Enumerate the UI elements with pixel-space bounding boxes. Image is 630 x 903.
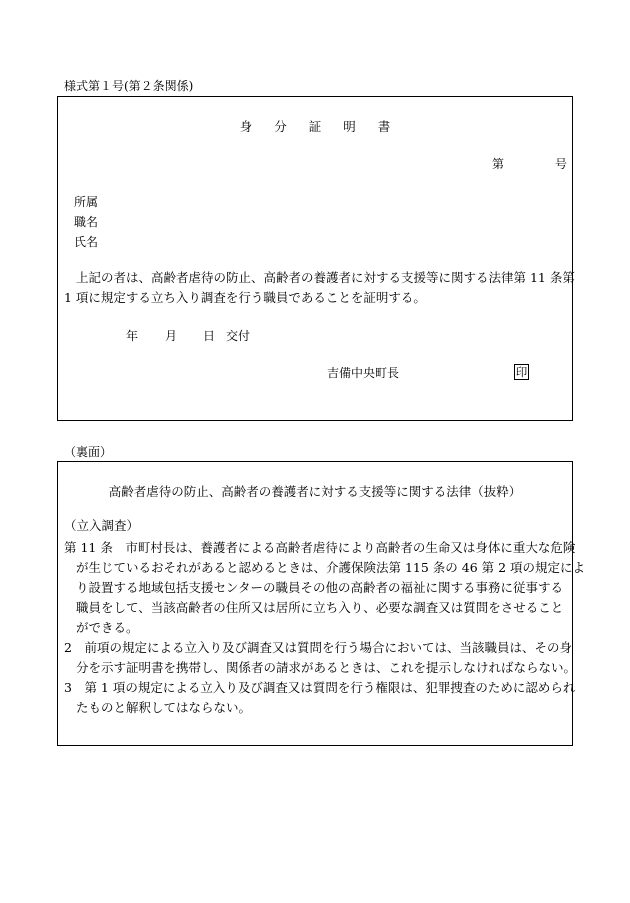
- form-label: 様式第１号(第２条関係): [64, 79, 194, 93]
- law-line: 3 第 1 項の規定による立入り及び調査又は質問を行う権限は、犯罪捜査のために認められ: [64, 680, 576, 695]
- law-line: が生じているおそれがあると認めるときは、介護保険法第 115 条の 46 第 2 項の規定によ: [76, 560, 586, 575]
- document-title: [0, 121, 630, 134]
- front-card: [57, 96, 573, 421]
- section-heading: （立入調査）: [64, 518, 140, 533]
- certification-line-2: 1 項に規定する立ち入り調査を行う職員であることを証明する。: [64, 290, 426, 305]
- law-line: 職員をして、当該高齢者の住所又は居所に立ち入り、必要な調査又は質問をさせること: [76, 600, 564, 615]
- field-position: 職名: [74, 215, 99, 229]
- law-line: ができる。: [76, 620, 139, 635]
- title-char: 身: [239, 119, 253, 134]
- issue-month: 月: [165, 329, 178, 343]
- issuer-name: 吉備中央町長: [327, 366, 400, 380]
- law-line: 第 11 条 市町村長は、養護者による高齢者虐待により高齢者の生命又は身体に重大な危険: [64, 540, 576, 555]
- law-line: 2 前項の規定による立入り及び調査又は質問を行う場合においては、当該職員は、その身: [64, 640, 572, 655]
- seal-box: 印: [515, 365, 528, 379]
- field-name: 氏名: [74, 235, 99, 249]
- title-char: 分: [274, 119, 287, 134]
- law-line: たものと解釈してはならない。: [76, 700, 252, 715]
- title-char: 明: [343, 119, 356, 134]
- law-line: 分を示す証明書を携帯し、関係者の請求があるときは、これを提示しなければならない。: [76, 660, 577, 675]
- law-line: り設置する地域包括支援センターの職員その他の高齢者の福祉に関する事務に従事する: [76, 580, 564, 595]
- issue-year: 年: [126, 329, 139, 343]
- law-title: 高齢者虐待の防止、高齢者の養護者に対する支援等に関する法律（抜粋）: [108, 484, 522, 499]
- back-label: （裏面）: [64, 445, 113, 459]
- issue-label: 交付: [226, 329, 251, 343]
- issue-day: 日: [203, 329, 216, 343]
- field-affiliation: 所属: [74, 195, 99, 209]
- certification-line-1: 上記の者は、高齢者虐待の防止、高齢者の養護者に対する支援等に関する法律第 11 条第: [76, 270, 575, 285]
- title-char: 書: [377, 119, 391, 134]
- title-char: 証: [308, 119, 322, 134]
- number-prefix: 第: [492, 157, 505, 171]
- number-suffix: 号: [555, 157, 568, 171]
